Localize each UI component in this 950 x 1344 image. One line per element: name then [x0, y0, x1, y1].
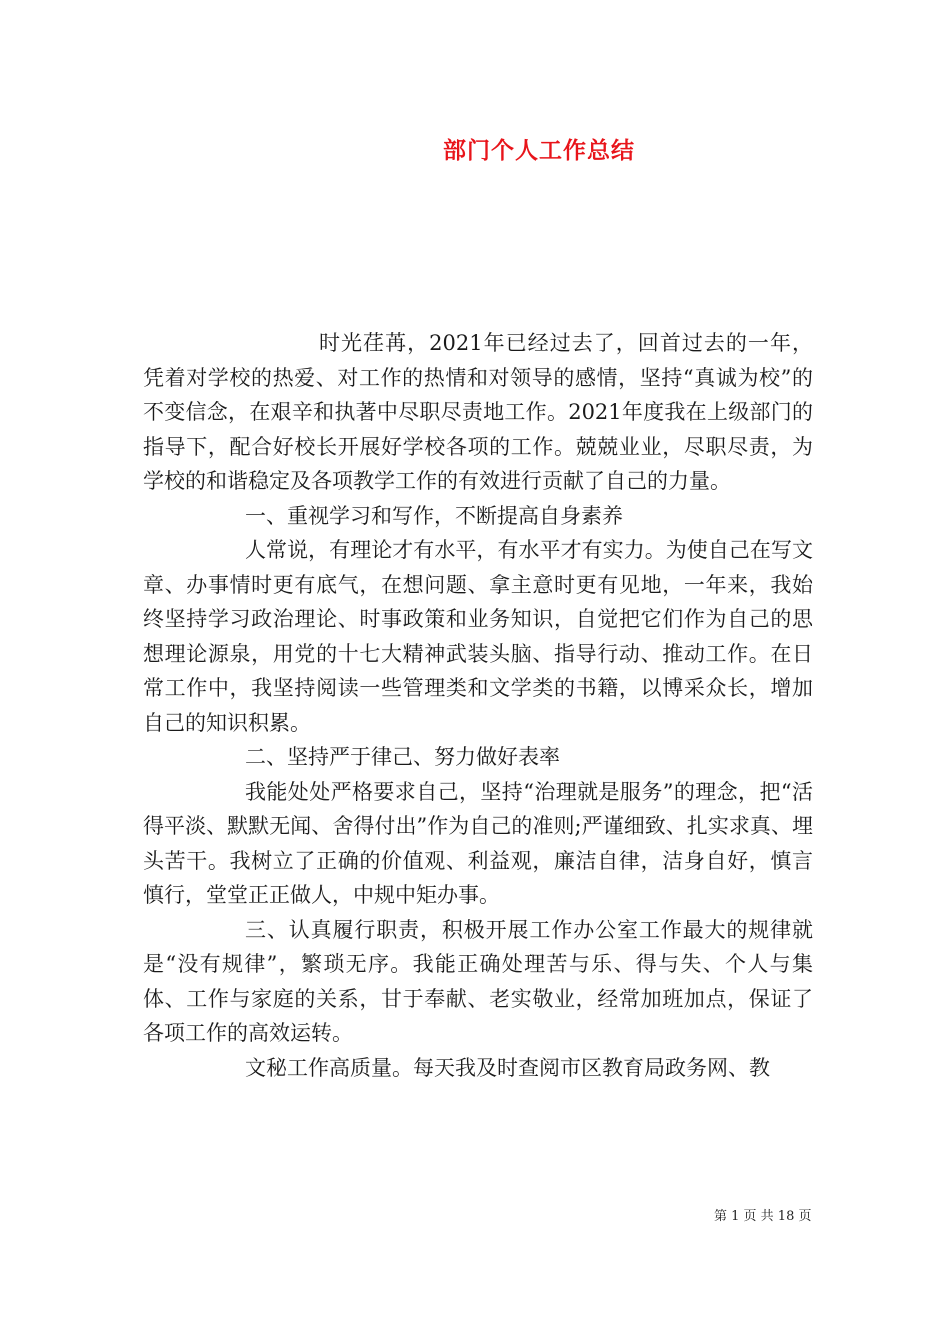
section-heading-2: 二、坚持严于律己、努力做好表率 — [245, 745, 560, 769]
page-number-footer: 第 1 页 共 18 页 — [714, 1209, 812, 1224]
paragraph-section-1: 人常说，有理论才有水平，有水平才有实力。为使自己在写文章、办事情时更有底气，在想问题、拿主意时更有见地，一年来，我始终坚持学习政治理论、时事政策和业务知识，自觉把它们作为自己的思想理论源泉，用党的十七大精神武装头脑、指导行动、推动工作。在日常工作中，我坚持阅读一些管理类和文学类的书籍，以博采众长，增加自己的知识积累。 — [143, 538, 813, 735]
paragraph-secretarial: 文秘工作高质量。每天我及时查阅市区教育局政务网、教 — [245, 1055, 770, 1080]
document-title: 部门个人工作总结 — [443, 137, 635, 164]
paragraph-intro: 时光荏苒，2021年已经过去了，回首过去的一年，凭着对学校的热爱、对工作的热情和对领导的感情，坚持“真诚为校”的不变信念，在艰辛和执著中尽职尽责地工作。2021年度我在上级部门的指导下，配合好校长开展好学校各项的工作。兢兢业业，尽职尽责，为学校的和谐稳定及各项教学工作的有效进行贡献了自己的力量。 — [143, 331, 813, 493]
paragraph-section-3: 三、认真履行职责，积极开展工作办公室工作最大的规律就是“没有规律”，繁琐无序。我能正确处理苦与乐、得与失、个人与集体、工作与家庭的关系，甘于奉献、老实敬业，经常加班加点，保证了各项工作的高效运转。 — [143, 917, 813, 1045]
paragraph-section-2: 我能处处严格要求自己，坚持“治理就是服务”的理念，把“活得平淡、默默无闻、舍得付出”作为自己的准则;严谨细致、扎实求真、埋头苦干。我树立了正确的价值观、利益观，廉洁自律，洁身自好，慎言慎行，堂堂正正做人，中规中矩办事。 — [143, 779, 813, 907]
document-body — [143, 326, 813, 1085]
section-heading-1: 一、重视学习和写作，不断提高自身素养 — [245, 503, 623, 528]
